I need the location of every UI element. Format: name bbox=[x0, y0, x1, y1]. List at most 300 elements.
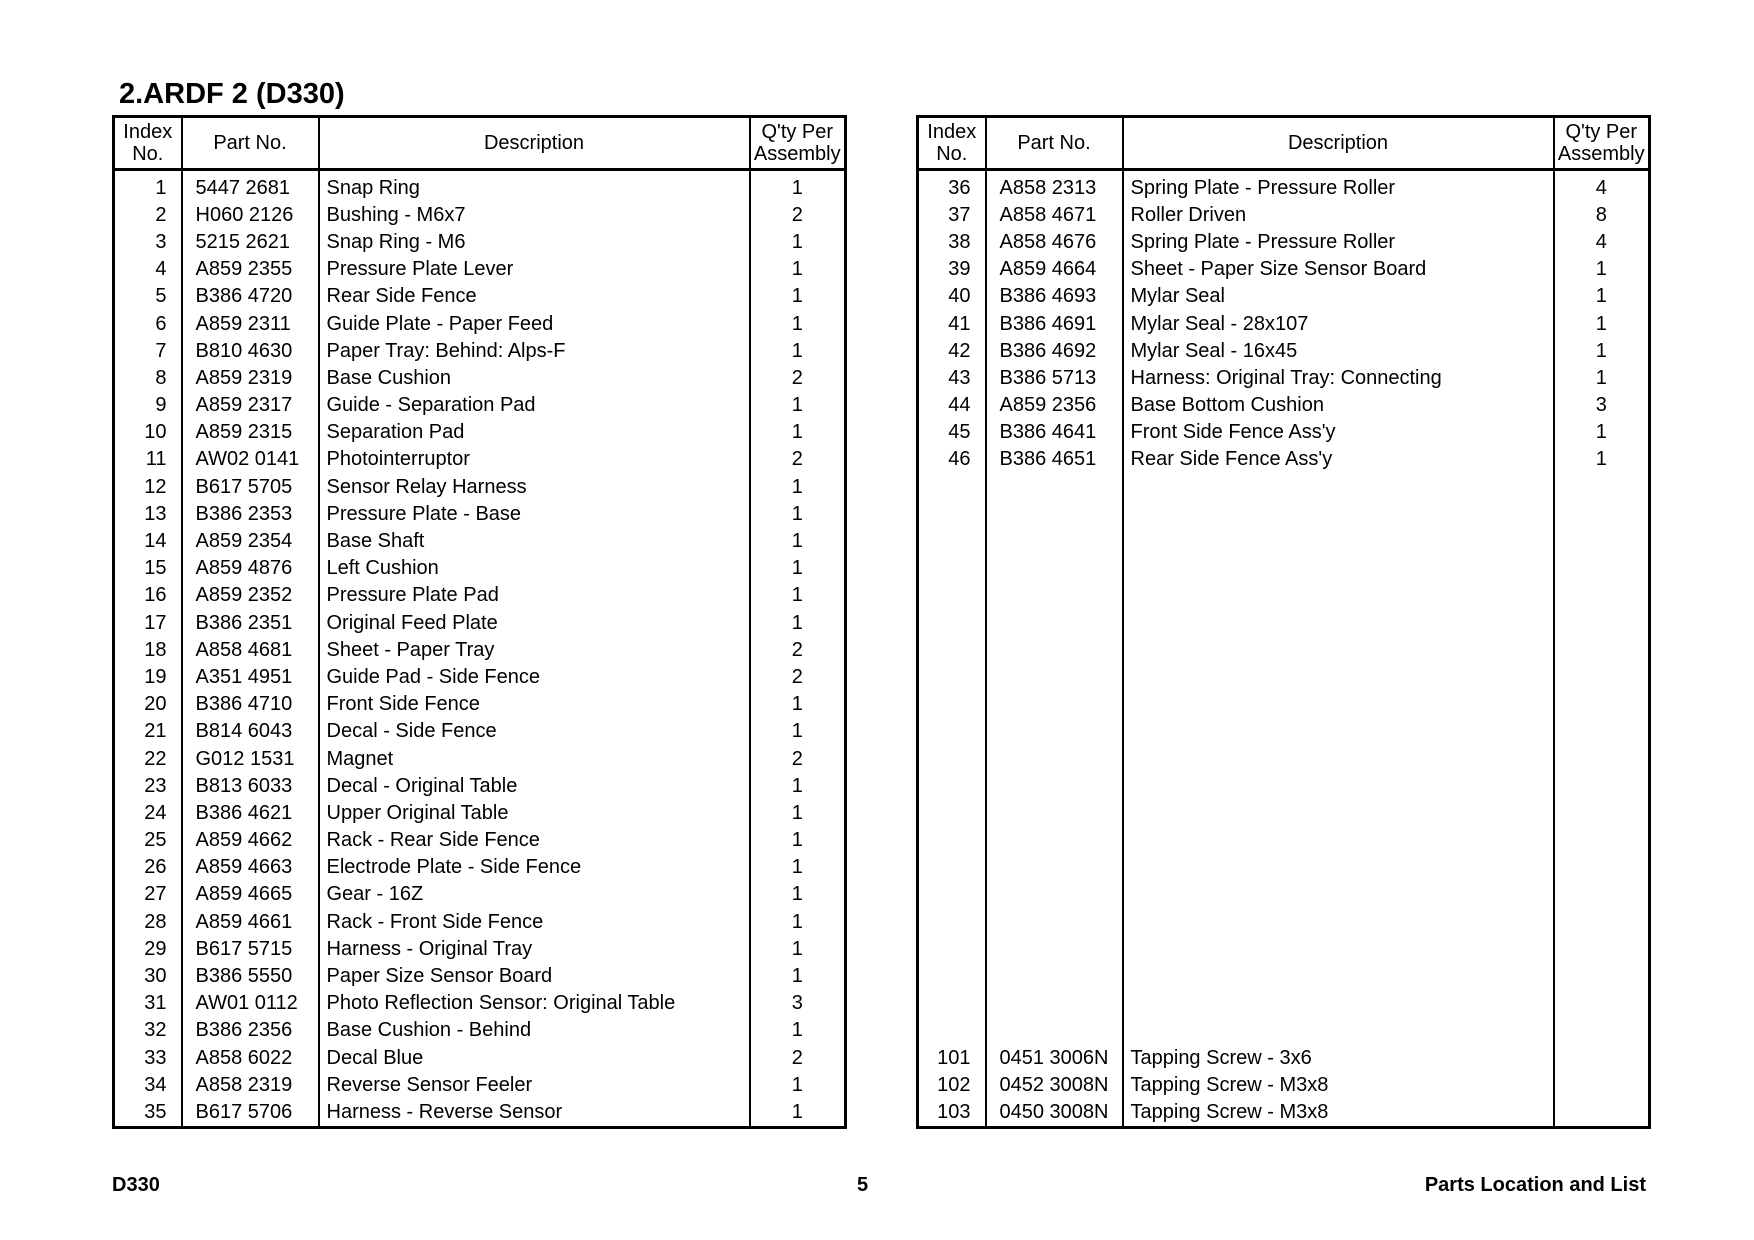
part-number-cell: B617 5705 bbox=[182, 473, 319, 500]
quantity-cell bbox=[1554, 827, 1650, 854]
part-number-cell bbox=[986, 827, 1123, 854]
part-number-cell: A859 4664 bbox=[986, 256, 1123, 283]
quantity-cell: 2 bbox=[791, 638, 803, 661]
index-cell: 3 bbox=[114, 228, 182, 255]
footer-section-title: Parts Location and List bbox=[1424, 1174, 1646, 1196]
quantity-cell: 2 bbox=[791, 747, 803, 770]
quantity-cell bbox=[1554, 582, 1650, 609]
quantity-cell bbox=[1554, 663, 1650, 690]
part-number-cell bbox=[986, 854, 1123, 881]
header-qty-line1: Q'ty Per bbox=[761, 121, 834, 143]
table-row bbox=[918, 419, 1650, 446]
table-row bbox=[918, 201, 1650, 228]
table-row bbox=[918, 935, 1650, 962]
quantity-cell: 2 bbox=[791, 448, 803, 471]
index-cell: 26 bbox=[114, 854, 182, 881]
description-cell: Rear Side Fence Ass'y bbox=[1123, 446, 1554, 473]
quantity-cell bbox=[1554, 555, 1650, 582]
description-cell: Pressure Plate - Base bbox=[319, 500, 750, 527]
quantity-cell: 1 bbox=[791, 339, 803, 362]
part-number-cell: 5215 2621 bbox=[182, 228, 319, 255]
part-number-cell: A859 4665 bbox=[182, 881, 319, 908]
index-cell: 38 bbox=[918, 228, 986, 255]
quantity-cell: 1 bbox=[791, 584, 803, 607]
table-row bbox=[114, 935, 846, 962]
index-cell: 35 bbox=[114, 1098, 182, 1127]
index-cell: 8 bbox=[114, 364, 182, 391]
part-number-cell: B386 4710 bbox=[182, 691, 319, 718]
quantity-cell: 1 bbox=[1595, 421, 1607, 444]
description-cell: Mylar Seal - 28x107 bbox=[1123, 310, 1554, 337]
description-cell: Paper Tray: Behind: Alps-F bbox=[319, 337, 750, 364]
table-row bbox=[114, 555, 846, 582]
index-cell: 39 bbox=[918, 256, 986, 283]
index-cell bbox=[918, 555, 986, 582]
quantity-cell: 1 bbox=[791, 829, 803, 852]
quantity-cell: 1 bbox=[791, 530, 803, 553]
table-row bbox=[114, 256, 846, 283]
index-cell bbox=[918, 772, 986, 799]
description-cell: Guide Pad - Side Fence bbox=[319, 663, 750, 690]
quantity-cell bbox=[1554, 854, 1650, 881]
description-cell: Snap Ring - M6 bbox=[319, 228, 750, 255]
part-number-cell: 0452 3008N bbox=[986, 1071, 1123, 1098]
description-cell bbox=[1123, 1017, 1554, 1044]
index-cell: 46 bbox=[918, 446, 986, 473]
description-cell bbox=[1123, 799, 1554, 826]
table-row bbox=[114, 582, 846, 609]
description-cell: Rear Side Fence bbox=[319, 283, 750, 310]
index-cell: 29 bbox=[114, 935, 182, 962]
table-row bbox=[918, 228, 1650, 255]
part-number-cell: B386 5713 bbox=[986, 364, 1123, 391]
index-cell: 2 bbox=[114, 201, 182, 228]
header-qty-line2: Assembly bbox=[1557, 143, 1645, 165]
description-cell: Rack - Front Side Fence bbox=[319, 908, 750, 935]
table-row bbox=[918, 337, 1650, 364]
quantity-cell: 2 bbox=[791, 665, 803, 688]
quantity-cell bbox=[1554, 691, 1650, 718]
quantity-cell bbox=[1554, 1098, 1650, 1127]
table-row bbox=[918, 718, 1650, 745]
part-number-cell bbox=[986, 962, 1123, 989]
description-cell: Sheet - Paper Size Sensor Board bbox=[1123, 256, 1554, 283]
description-cell: Base Shaft bbox=[319, 527, 750, 554]
part-number-cell: A858 4681 bbox=[182, 636, 319, 663]
part-number-cell: A859 2352 bbox=[182, 582, 319, 609]
description-cell bbox=[1123, 854, 1554, 881]
description-cell bbox=[1123, 691, 1554, 718]
quantity-cell: 1 bbox=[791, 883, 803, 906]
index-cell bbox=[918, 691, 986, 718]
part-number-cell: 5447 2681 bbox=[182, 170, 319, 202]
quantity-cell: 3 bbox=[1595, 394, 1607, 417]
table-row bbox=[918, 1044, 1650, 1071]
quantity-cell: 1 bbox=[791, 801, 803, 824]
description-cell: Base Cushion bbox=[319, 364, 750, 391]
index-cell: 9 bbox=[114, 392, 182, 419]
index-cell: 14 bbox=[114, 527, 182, 554]
table-row bbox=[114, 908, 846, 935]
index-cell: 1 bbox=[114, 170, 182, 202]
part-number-cell: A859 4876 bbox=[182, 555, 319, 582]
table-row bbox=[918, 1098, 1650, 1127]
index-cell bbox=[918, 663, 986, 690]
index-cell bbox=[918, 908, 986, 935]
description-cell: Snap Ring bbox=[319, 170, 750, 202]
table-row bbox=[114, 419, 846, 446]
description-cell: Magnet bbox=[319, 745, 750, 772]
header-index bbox=[114, 117, 182, 170]
quantity-cell: 1 bbox=[791, 285, 803, 308]
description-cell bbox=[1123, 990, 1554, 1017]
description-cell: Spring Plate - Pressure Roller bbox=[1123, 228, 1554, 255]
index-cell: 32 bbox=[114, 1017, 182, 1044]
part-number-cell: B813 6033 bbox=[182, 772, 319, 799]
part-number-cell bbox=[986, 636, 1123, 663]
quantity-cell: 1 bbox=[791, 965, 803, 988]
quantity-cell: 1 bbox=[791, 774, 803, 797]
index-cell bbox=[918, 609, 986, 636]
part-number-cell: A859 4663 bbox=[182, 854, 319, 881]
index-cell: 13 bbox=[114, 500, 182, 527]
quantity-cell: 2 bbox=[791, 1046, 803, 1069]
index-cell: 6 bbox=[114, 310, 182, 337]
table-row bbox=[114, 1017, 846, 1044]
table-row bbox=[918, 364, 1650, 391]
part-number-cell: A858 4671 bbox=[986, 201, 1123, 228]
index-cell bbox=[918, 582, 986, 609]
header-qty-line1: Q'ty Per bbox=[1565, 121, 1638, 143]
footer-page-number: 5 bbox=[857, 1174, 869, 1196]
header-index-line1: Index bbox=[123, 121, 173, 143]
index-cell: 15 bbox=[114, 555, 182, 582]
quantity-cell: 1 bbox=[791, 176, 803, 199]
part-number-cell: A859 2356 bbox=[986, 392, 1123, 419]
quantity-cell: 1 bbox=[791, 230, 803, 253]
description-cell: Base Cushion - Behind bbox=[319, 1017, 750, 1044]
header-part-no: Part No. bbox=[986, 117, 1123, 170]
index-cell: 37 bbox=[918, 201, 986, 228]
part-number-cell: AW01 0112 bbox=[182, 990, 319, 1017]
description-cell: Pressure Plate Pad bbox=[319, 582, 750, 609]
part-number-cell bbox=[986, 1017, 1123, 1044]
table-row bbox=[918, 555, 1650, 582]
index-cell: 103 bbox=[918, 1098, 986, 1127]
table-row bbox=[114, 1071, 846, 1098]
index-cell: 41 bbox=[918, 310, 986, 337]
quantity-cell bbox=[1554, 990, 1650, 1017]
part-number-cell: A859 4662 bbox=[182, 827, 319, 854]
quantity-cell bbox=[1554, 935, 1650, 962]
index-cell: 21 bbox=[114, 718, 182, 745]
description-cell bbox=[1123, 636, 1554, 663]
description-cell: Decal - Original Table bbox=[319, 772, 750, 799]
header-index-line2: No. bbox=[936, 143, 968, 165]
description-cell: Pressure Plate Lever bbox=[319, 256, 750, 283]
part-number-cell: B386 4720 bbox=[182, 283, 319, 310]
index-cell: 18 bbox=[114, 636, 182, 663]
part-number-cell bbox=[986, 799, 1123, 826]
description-cell: Tapping Screw - 3x6 bbox=[1123, 1044, 1554, 1071]
table-row bbox=[918, 854, 1650, 881]
table-row bbox=[114, 636, 846, 663]
table-row bbox=[114, 364, 846, 391]
part-number-cell: B617 5706 bbox=[182, 1098, 319, 1127]
description-cell: Bushing - M6x7 bbox=[319, 201, 750, 228]
quantity-cell bbox=[1554, 718, 1650, 745]
part-number-cell bbox=[986, 609, 1123, 636]
index-cell: 22 bbox=[114, 745, 182, 772]
header-qty bbox=[750, 117, 846, 170]
description-cell bbox=[1123, 718, 1554, 745]
parts-table-left bbox=[112, 115, 847, 1129]
description-cell bbox=[1123, 881, 1554, 908]
quantity-cell: 1 bbox=[791, 312, 803, 335]
quantity-cell: 2 bbox=[791, 203, 803, 226]
index-cell bbox=[918, 881, 986, 908]
description-cell: Left Cushion bbox=[319, 555, 750, 582]
table-row bbox=[114, 962, 846, 989]
part-number-cell bbox=[986, 582, 1123, 609]
quantity-cell bbox=[1554, 962, 1650, 989]
description-cell bbox=[1123, 745, 1554, 772]
index-cell bbox=[918, 962, 986, 989]
table-row bbox=[114, 609, 846, 636]
quantity-cell: 1 bbox=[791, 1100, 803, 1123]
description-cell bbox=[1123, 473, 1554, 500]
description-cell: Harness: Original Tray: Connecting bbox=[1123, 364, 1554, 391]
part-number-cell: 0450 3008N bbox=[986, 1098, 1123, 1127]
quantity-cell: 1 bbox=[1595, 258, 1607, 281]
quantity-cell: 8 bbox=[1595, 203, 1607, 226]
description-cell bbox=[1123, 827, 1554, 854]
table-row bbox=[918, 582, 1650, 609]
table-row bbox=[114, 228, 846, 255]
description-cell: Mylar Seal bbox=[1123, 283, 1554, 310]
table-row bbox=[114, 691, 846, 718]
index-cell: 16 bbox=[114, 582, 182, 609]
index-cell: 34 bbox=[114, 1071, 182, 1098]
quantity-cell: 4 bbox=[1595, 230, 1607, 253]
quantity-cell: 1 bbox=[791, 611, 803, 634]
quantity-cell: 1 bbox=[1595, 448, 1607, 471]
quantity-cell: 1 bbox=[791, 693, 803, 716]
index-cell bbox=[918, 827, 986, 854]
description-cell: Sensor Relay Harness bbox=[319, 473, 750, 500]
description-cell: Electrode Plate - Side Fence bbox=[319, 854, 750, 881]
description-cell bbox=[1123, 555, 1554, 582]
description-cell: Harness - Original Tray bbox=[319, 935, 750, 962]
index-cell bbox=[918, 500, 986, 527]
description-cell bbox=[1123, 500, 1554, 527]
part-number-cell: A351 4951 bbox=[182, 663, 319, 690]
part-number-cell bbox=[986, 772, 1123, 799]
index-cell: 45 bbox=[918, 419, 986, 446]
table-row bbox=[114, 854, 846, 881]
quantity-cell: 1 bbox=[1595, 312, 1607, 335]
quantity-cell bbox=[1554, 609, 1650, 636]
index-cell: 36 bbox=[918, 170, 986, 202]
index-cell: 43 bbox=[918, 364, 986, 391]
index-cell bbox=[918, 990, 986, 1017]
description-cell: Decal - Side Fence bbox=[319, 718, 750, 745]
table-row bbox=[918, 392, 1650, 419]
part-number-cell: B386 4641 bbox=[986, 419, 1123, 446]
header-description: Description bbox=[1123, 117, 1554, 170]
part-number-cell bbox=[986, 500, 1123, 527]
description-cell: Upper Original Table bbox=[319, 799, 750, 826]
parts-table-right bbox=[916, 115, 1651, 1129]
description-cell: Tapping Screw - M3x8 bbox=[1123, 1071, 1554, 1098]
index-cell: 24 bbox=[114, 799, 182, 826]
quantity-cell bbox=[1554, 881, 1650, 908]
description-cell bbox=[1123, 527, 1554, 554]
table-row bbox=[114, 881, 846, 908]
quantity-cell: 1 bbox=[791, 421, 803, 444]
description-cell: Tapping Screw - M3x8 bbox=[1123, 1098, 1554, 1127]
table-row bbox=[918, 500, 1650, 527]
part-number-cell bbox=[986, 935, 1123, 962]
quantity-cell: 1 bbox=[791, 557, 803, 580]
description-cell: Gear - 16Z bbox=[319, 881, 750, 908]
part-number-cell: G012 1531 bbox=[182, 745, 319, 772]
table-header-row bbox=[918, 117, 1650, 170]
part-number-cell: A858 2319 bbox=[182, 1071, 319, 1098]
page-title: 2.ARDF 2 (D330) bbox=[119, 78, 345, 110]
description-cell: Guide Plate - Paper Feed bbox=[319, 310, 750, 337]
table-row bbox=[114, 772, 846, 799]
description-cell: Photo Reflection Sensor: Original Table bbox=[319, 990, 750, 1017]
table-row bbox=[114, 1044, 846, 1071]
quantity-cell: 1 bbox=[1595, 285, 1607, 308]
table-row bbox=[918, 745, 1650, 772]
description-cell: Rack - Rear Side Fence bbox=[319, 827, 750, 854]
table-row bbox=[918, 283, 1650, 310]
description-cell bbox=[1123, 609, 1554, 636]
index-cell: 5 bbox=[114, 283, 182, 310]
index-cell: 27 bbox=[114, 881, 182, 908]
description-cell: Separation Pad bbox=[319, 419, 750, 446]
table-row bbox=[918, 1071, 1650, 1098]
table-row bbox=[918, 990, 1650, 1017]
part-number-cell bbox=[986, 691, 1123, 718]
part-number-cell bbox=[986, 990, 1123, 1017]
description-cell: Front Side Fence bbox=[319, 691, 750, 718]
parts-table-left-body bbox=[114, 170, 846, 1128]
description-cell bbox=[1123, 772, 1554, 799]
part-number-cell: B810 4630 bbox=[182, 337, 319, 364]
index-cell bbox=[918, 854, 986, 881]
quantity-cell: 1 bbox=[1595, 366, 1607, 389]
table-header-row bbox=[114, 117, 846, 170]
quantity-cell: 4 bbox=[1595, 176, 1607, 199]
part-number-cell: A859 2315 bbox=[182, 419, 319, 446]
quantity-cell: 1 bbox=[791, 856, 803, 879]
table-row bbox=[114, 799, 846, 826]
table-row bbox=[918, 256, 1650, 283]
table-row bbox=[918, 170, 1650, 202]
header-qty bbox=[1554, 117, 1650, 170]
part-number-cell: B814 6043 bbox=[182, 718, 319, 745]
part-number-cell: B386 4691 bbox=[986, 310, 1123, 337]
index-cell: 23 bbox=[114, 772, 182, 799]
index-cell: 44 bbox=[918, 392, 986, 419]
index-cell bbox=[918, 935, 986, 962]
index-cell: 11 bbox=[114, 446, 182, 473]
table-row bbox=[114, 990, 846, 1017]
header-index-line2: No. bbox=[132, 143, 164, 165]
index-cell: 101 bbox=[918, 1044, 986, 1071]
table-row bbox=[114, 527, 846, 554]
part-number-cell: A859 4661 bbox=[182, 908, 319, 935]
quantity-cell: 3 bbox=[791, 992, 803, 1015]
index-cell bbox=[918, 718, 986, 745]
description-cell: Base Bottom Cushion bbox=[1123, 392, 1554, 419]
footer-model: D330 bbox=[112, 1174, 160, 1196]
part-number-cell: B386 4693 bbox=[986, 283, 1123, 310]
part-number-cell bbox=[986, 745, 1123, 772]
part-number-cell: B386 4651 bbox=[986, 446, 1123, 473]
table-row bbox=[918, 636, 1650, 663]
table-row bbox=[918, 799, 1650, 826]
part-number-cell: B386 4621 bbox=[182, 799, 319, 826]
part-number-cell: A858 4676 bbox=[986, 228, 1123, 255]
table-row bbox=[918, 908, 1650, 935]
index-cell: 12 bbox=[114, 473, 182, 500]
description-cell bbox=[1123, 908, 1554, 935]
index-cell bbox=[918, 1017, 986, 1044]
description-cell: Sheet - Paper Tray bbox=[319, 636, 750, 663]
table-row bbox=[918, 473, 1650, 500]
index-cell: 10 bbox=[114, 419, 182, 446]
quantity-cell: 1 bbox=[791, 502, 803, 525]
table-row bbox=[114, 1098, 846, 1127]
quantity-cell bbox=[1554, 636, 1650, 663]
table-row bbox=[918, 663, 1650, 690]
quantity-cell: 1 bbox=[791, 1073, 803, 1096]
description-cell: Harness - Reverse Sensor bbox=[319, 1098, 750, 1127]
header-index-line1: Index bbox=[927, 121, 977, 143]
table-row bbox=[114, 663, 846, 690]
index-cell: 102 bbox=[918, 1071, 986, 1098]
table-row bbox=[918, 691, 1650, 718]
index-cell: 7 bbox=[114, 337, 182, 364]
index-cell: 40 bbox=[918, 283, 986, 310]
header-qty-line2: Assembly bbox=[753, 143, 841, 165]
index-cell: 30 bbox=[114, 962, 182, 989]
index-cell bbox=[918, 636, 986, 663]
quantity-cell bbox=[1554, 1017, 1650, 1044]
part-number-cell bbox=[986, 663, 1123, 690]
table-row bbox=[114, 201, 846, 228]
table-row bbox=[918, 310, 1650, 337]
table-row bbox=[114, 310, 846, 337]
table-row bbox=[918, 962, 1650, 989]
table-row bbox=[918, 881, 1650, 908]
part-number-cell: B617 5715 bbox=[182, 935, 319, 962]
index-cell bbox=[918, 745, 986, 772]
table-row bbox=[114, 392, 846, 419]
index-cell: 33 bbox=[114, 1044, 182, 1071]
part-number-cell bbox=[986, 527, 1123, 554]
quantity-cell bbox=[1554, 1071, 1650, 1098]
quantity-cell: 1 bbox=[791, 475, 803, 498]
part-number-cell: A858 2313 bbox=[986, 170, 1123, 202]
table-row bbox=[114, 745, 846, 772]
description-cell: Roller Driven bbox=[1123, 201, 1554, 228]
part-number-cell: A859 2355 bbox=[182, 256, 319, 283]
